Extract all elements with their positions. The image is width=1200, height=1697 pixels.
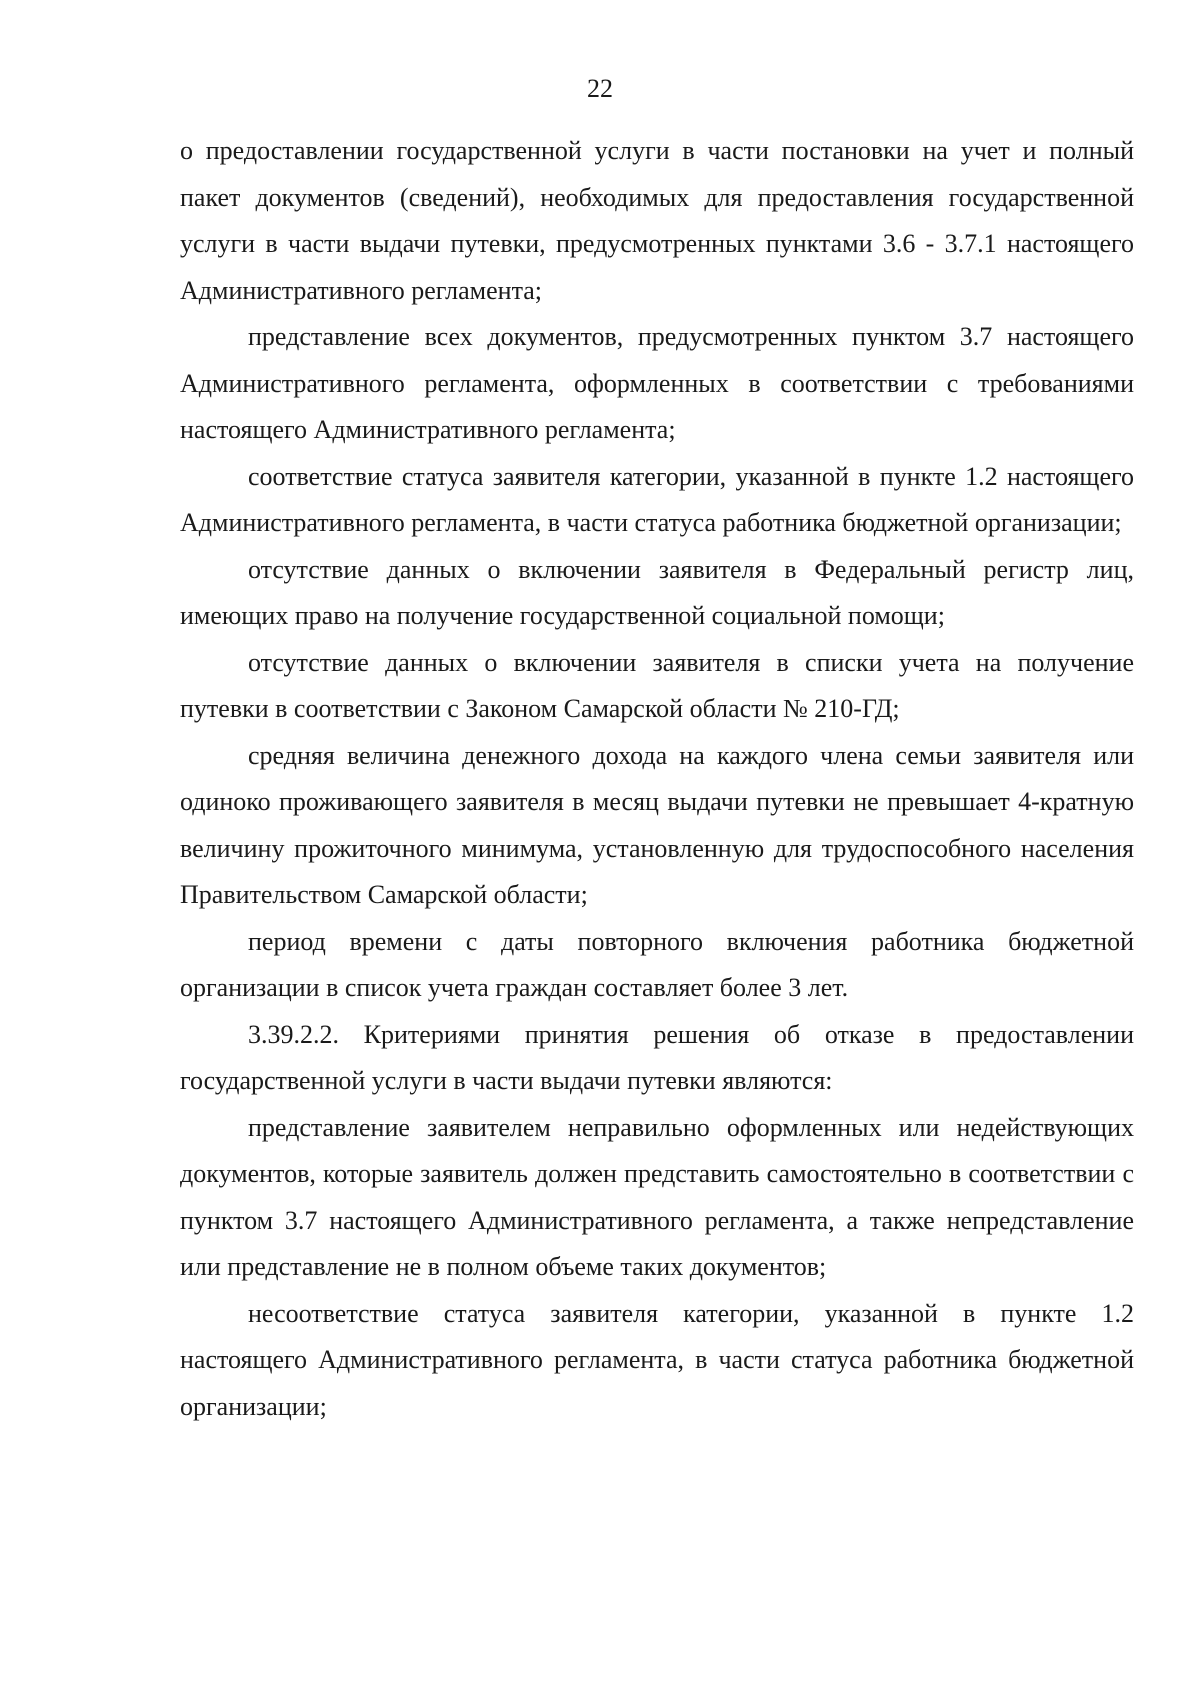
- paragraph-invalid-documents: представление заявителем неправильно оформленных или недействующих документов, которые заявитель должен представить самостоятельно в соответствии с пунктом 3.7 настоящего Административного регламента, а также непредставление или представление не в полном объеме таких документов;: [180, 1112, 1134, 1281]
- paragraph-refusal-criteria-heading: 3.39.2.2. Критериями принятия решения об отказе в предоставлении государственной услуги в части выдачи путевки являются:: [180, 1019, 1134, 1095]
- paragraph-registration-lists: отсутствие данных о включении заявителя в списки учета на получение путевки в соответствии с Законом Самарской области № 210-ГД;: [180, 647, 1134, 723]
- page-number: 22: [587, 74, 613, 103]
- document-body: [180, 128, 1134, 1430]
- paragraph-documents-submitted: представление всех документов, предусмотренных пунктом 3.7 настоящего Административного регламента, оформленных в соответствии с требованиями настоящего Административного регламента;: [180, 322, 1134, 444]
- paragraph-income-criterion: средняя величина денежного дохода на каждого члена семьи заявителя или одиноко проживающего заявителя в месяц выдачи путевки не превышает 4-кратную величину прожиточного минимума, установленную для трудоспособного населения Правительством Самарской области;: [180, 740, 1134, 909]
- paragraph-continuation: о предоставлении государственной услуги в части постановки на учет и полный пакет документов (сведений), необходимых для предоставления государственной услуги в части выдачи путевки, предусмотренных пунктами 3.6 - 3.7.1 настоящего Административного регламента;: [180, 136, 1134, 305]
- paragraph-status-compliance: соответствие статуса заявителя категории, указанной в пункте 1.2 настоящего Административного регламента, в части статуса работника бюджетной организации;: [180, 461, 1134, 537]
- paragraph-federal-register: отсутствие данных о включении заявителя в Федеральный регистр лиц, имеющих право на получение государственной социальной помощи;: [180, 554, 1134, 630]
- paragraph-time-period: период времени с даты повторного включения работника бюджетной организации в список учета граждан составляет более 3 лет.: [180, 926, 1134, 1002]
- paragraph-status-noncompliance: несоответствие статуса заявителя категории, указанной в пункте 1.2 настоящего Административного регламента, в части статуса работника бюджетной организации;: [180, 1298, 1134, 1421]
